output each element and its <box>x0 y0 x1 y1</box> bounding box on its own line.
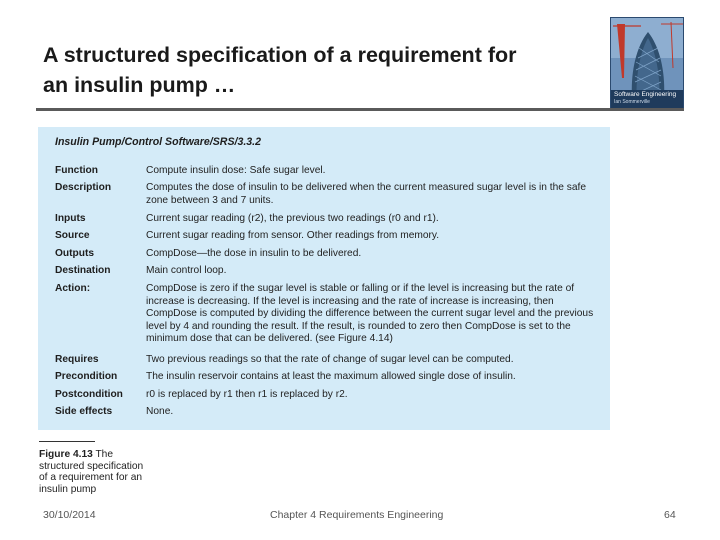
spec-label: Requires <box>55 354 99 365</box>
caption-divider <box>39 441 95 442</box>
slide-title-line2: an insulin pump … <box>43 73 236 97</box>
spec-label: Inputs <box>55 213 86 224</box>
spec-value: Current sugar reading from sensor. Other readings from memory. <box>146 230 440 241</box>
spec-value: Compute insulin dose: Safe sugar level. <box>146 165 326 176</box>
footer-page-number: 64 <box>664 509 676 521</box>
spec-value: Two previous readings so that the rate of change of sugar level can be computed. <box>146 354 514 365</box>
spec-label: Description <box>55 182 112 193</box>
spec-label: Side effects <box>55 406 113 417</box>
figure-number: Figure 4.13 <box>39 449 93 460</box>
footer-date: 30/10/2014 <box>43 509 96 521</box>
book-cover-image <box>610 17 684 109</box>
footer-chapter: Chapter 4 Requirements Engineering <box>270 509 444 521</box>
book-cover-subtitle: Ian Sommerville <box>614 98 650 105</box>
spec-value: CompDose—the dose in insulin to be delivered. <box>146 248 362 259</box>
spec-value: CompDose is zero if the sugar level is stable or falling or if the level is increasing but the rate of increase is decreasing. If the level is increasing and the rate of increase is increasing, then CompDose is computed by dividing the difference between the current sugar level and the previous level by 4 and rounding the result. If the result, is rounded to zero then CompDose is set to the minimum dose that can be delivered. (see Figure 4.14) <box>146 283 594 344</box>
spec-label: Action: <box>55 283 91 294</box>
figure-caption <box>39 449 154 495</box>
spec-value: Computes the dose of insulin to be delivered when the current measured sugar level is in the safe zone between 3 and 7 units. <box>146 182 587 206</box>
specification-panel <box>38 127 610 430</box>
title-divider <box>36 108 684 111</box>
spec-value: None. <box>146 406 174 417</box>
spec-label: Outputs <box>55 248 95 259</box>
spec-label: Source <box>55 230 90 241</box>
spec-label: Function <box>55 165 99 176</box>
spec-value: Main control loop. <box>146 265 227 276</box>
spec-label: Postcondition <box>55 389 123 400</box>
spec-heading: Insulin Pump/Control Software/SRS/3.3.2 <box>55 136 262 148</box>
spec-label: Precondition <box>55 371 118 382</box>
spec-value: Current sugar reading (r2), the previous two readings (r0 and r1). <box>146 213 439 224</box>
book-cover-title: Software Engineering <box>614 91 677 98</box>
slide-title <box>43 40 603 100</box>
figure-caption-text: The structured specification of a requirement for an insulin pump <box>39 449 144 495</box>
spec-value: The insulin reservoir contains at least the maximum allowed single dose of insulin. <box>146 371 516 382</box>
spec-value: r0 is replaced by r1 then r1 is replaced by r2. <box>146 389 348 400</box>
slide-title-line1: A structured specification of a requirement for <box>43 43 517 67</box>
spec-label: Destination <box>55 265 111 276</box>
